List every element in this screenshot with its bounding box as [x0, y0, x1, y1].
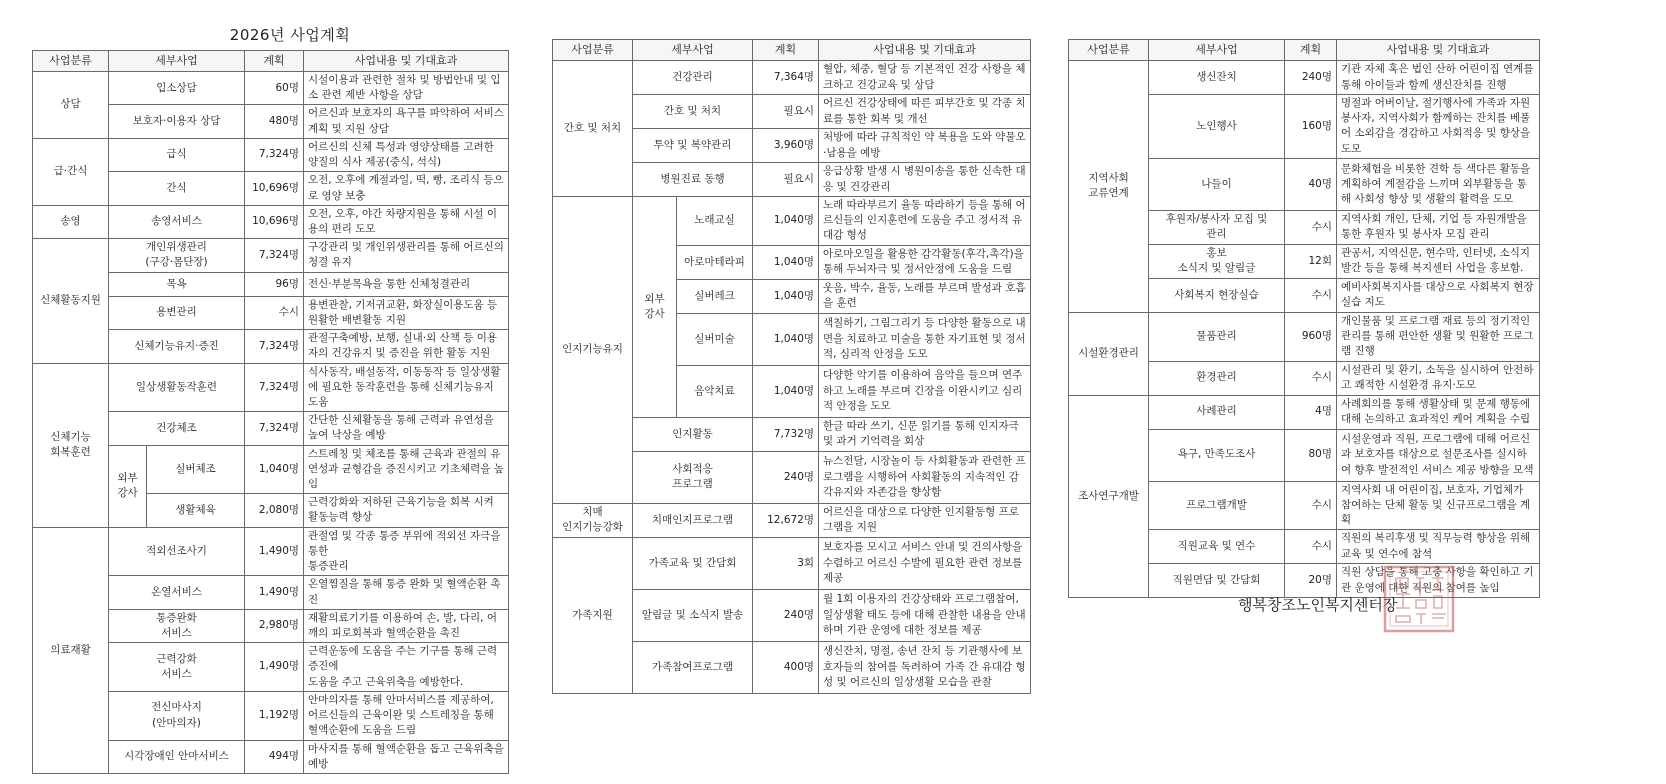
header-desc: 사업내용 및 기대효과: [819, 40, 1031, 61]
category-cell: 치매 인지기능강화: [553, 503, 633, 537]
plan-cell: 2,080명: [245, 494, 304, 527]
sub-cell: 아로마테라피: [677, 245, 753, 279]
plan-cell: 수시: [1285, 361, 1337, 395]
desc-cell: 월 1회 이용자의 건강상태와 프로그램참여, 일상생활 태도 등에 대해 관찰한 내용을 안내하며 기관 운영에 대한 정보를 제공: [819, 589, 1031, 641]
plan-cell: 960명: [1285, 312, 1337, 361]
plan-cell: 3회: [753, 537, 819, 589]
category-cell: 조사연구개발: [1069, 395, 1149, 598]
table-row: [553, 537, 1031, 589]
sub-cell: 적외선조사기: [109, 527, 245, 576]
table-row: [33, 72, 509, 105]
sub-cell: 음악치료: [677, 365, 753, 417]
sub-cell: 급식: [109, 138, 245, 171]
plan-cell: 1,490명: [245, 527, 304, 576]
sub-cell: 신체기능유지·증진: [109, 330, 245, 363]
plan-cell: 400명: [753, 641, 819, 693]
category-cell: 급·간식: [33, 138, 109, 205]
sub-cell: 직원면담 및 간담회: [1149, 564, 1285, 598]
plan-cell: 10,696명: [245, 172, 304, 205]
plan-cell: 240명: [753, 589, 819, 641]
desc-cell: 근력강화와 저하된 근육기능을 회복 시켜 활동능력 향상: [304, 494, 509, 527]
desc-cell: 관절구축예방, 보행, 실내·외 산책 등 이용자의 건강유지 및 증진을 위한 활동 지원: [304, 330, 509, 363]
header-category: 사업분류: [33, 51, 109, 72]
sub-cell: 환경관리: [1149, 361, 1285, 395]
plan-cell: 1,040명: [753, 365, 819, 417]
plan-cell: 7,324명: [245, 138, 304, 171]
desc-cell: 용변관찰, 기저귀교환, 화장실이용도움 등 원활한 배변활동 지원: [304, 296, 509, 329]
category-cell: 가족지원: [553, 537, 633, 693]
sub-cell: 보호자·이용자 상담: [109, 105, 245, 138]
category-cell: 간호 및 처치: [553, 61, 633, 197]
plan-cell: 필요시: [753, 95, 819, 129]
table-row: [33, 363, 509, 412]
table-row: [1069, 395, 1540, 429]
plan-cell: 1,040명: [245, 445, 304, 494]
table-row: [1069, 312, 1540, 361]
desc-cell: 생신잔치, 명절, 송년 잔치 등 기관행사에 보호자들의 참여를 독려하여 가족 간 유대감 형성 및 어르신의 일상생활 모습을 관찰: [819, 641, 1031, 693]
desc-cell: 기관 자체 혹은 법인 산하 어린이집 연계를 통해 아이들과 함께 생신잔치를 진행: [1337, 61, 1540, 95]
sub-cell: 입소상담: [109, 72, 245, 105]
desc-cell: 오전, 오후에 계절과일, 떡, 빵, 조리식 등으로 영양 보충: [304, 172, 509, 205]
sub-cell: 프로그램개발: [1149, 481, 1285, 530]
desc-cell: 온열찜질을 통해 통증 완화 및 혈액순환 촉진: [304, 576, 509, 609]
header-sub: 세부사업: [1149, 40, 1285, 61]
table-row: [1069, 61, 1540, 95]
sub-cell: 간식: [109, 172, 245, 205]
plan-cell: 96명: [245, 272, 304, 296]
plan-cell: 수시: [1285, 210, 1337, 244]
plan-cell: 494명: [245, 740, 304, 773]
header-category: 사업분류: [553, 40, 633, 61]
plan-cell: 7,324명: [245, 363, 304, 412]
category-cell: 상담: [33, 72, 109, 139]
plan-cell: 10,696명: [245, 205, 304, 238]
desc-cell: 전신·부분목욕을 통한 신체청결관리: [304, 272, 509, 296]
plan-cell: 수시: [1285, 481, 1337, 530]
sub-group-cell: 외부 강사: [633, 197, 677, 418]
plan-cell: 7,732명: [753, 417, 819, 451]
desc-cell: 시설관리 및 환기, 소독을 실시하여 안전하고 쾌적한 시설환경 유지·도모: [1337, 361, 1540, 395]
desc-cell: 안마의자를 통해 안마서비스를 제공하여, 어르신들의 근육이완 및 스트레칭을 통해 혈액순환에 도움을 드림: [304, 691, 509, 740]
category-cell: 송영: [33, 205, 109, 238]
plan-cell: 60명: [245, 72, 304, 105]
header-plan: 계획: [1285, 40, 1337, 61]
table-row: [553, 503, 1031, 537]
desc-cell: 직원 상담을 통해 고충 사항을 확인하고 기관 운영에 대한 직원의 참여를 높임: [1337, 564, 1540, 598]
sub-cell: 간호 및 처치: [633, 95, 753, 129]
desc-cell: 간단한 신체활동을 통해 근력과 유연성을 높여 낙상을 예방: [304, 412, 509, 445]
plan-cell: 필요시: [753, 163, 819, 197]
table-header-row: [1069, 40, 1540, 61]
header-plan: 계획: [245, 51, 304, 72]
plan-cell: 1,040명: [753, 197, 819, 246]
desc-cell: 지역사회 내 어린이집, 보호자, 기업체가 참여하는 단체 활동 및 신규프로그램을 계획: [1337, 481, 1540, 530]
desc-cell: 식사동작, 배설동작, 이동동작 등 일상생활에 필요한 동작훈련을 통해 신체기능유지 도움: [304, 363, 509, 412]
sub-cell: 노인행사: [1149, 95, 1285, 159]
plan-cell: 7,324명: [245, 412, 304, 445]
center-director-name: 행복창조노인복지센터장: [1238, 596, 1398, 614]
desc-cell: 색칠하기, 그림그리기 등 다양한 활동으로 내면을 치료하고 미술을 통한 자기표현 및 정서적, 심리적 안정을 도모: [819, 313, 1031, 365]
table-row: [33, 239, 509, 272]
sub-cell: 후원자/봉사자 모집 및 관리: [1149, 210, 1285, 244]
category-cell: 신체기능 회복훈련: [33, 363, 109, 527]
business-plan-table-3: [1068, 39, 1540, 598]
sub-cell: 욕구, 만족도조사: [1149, 429, 1285, 481]
official-seal-stamp: [1382, 564, 1456, 634]
plan-cell: 1,192명: [245, 691, 304, 740]
page-title: 2026년 사업계획: [229, 26, 351, 44]
plan-cell: 7,364명: [753, 61, 819, 95]
plan-cell: 20명: [1285, 564, 1337, 598]
plan-cell: 7,324명: [245, 330, 304, 363]
desc-cell: 사례회의를 통해 생활상태 및 문제 행동에 대해 논의하고 효과적인 케어 계획을 수립: [1337, 395, 1540, 429]
table-header-row: [553, 40, 1031, 61]
desc-cell: 예비사회복지사를 대상으로 사회복지 현장실습 지도: [1337, 278, 1540, 312]
sub-cell: 통증완화 서비스: [109, 609, 245, 642]
sub-cell: 근력강화 서비스: [109, 643, 245, 692]
plan-cell: 수시: [1285, 278, 1337, 312]
header-desc: 사업내용 및 기대효과: [1337, 40, 1540, 61]
desc-cell: 명절과 어버이날, 절기행사에 가족과 자원봉사자, 지역사회가 함께하는 잔치를 베풀어 소외감을 경감하고 사회적응 및 향상을 도모: [1337, 95, 1540, 159]
desc-cell: 구강관리 및 개인위생관리를 통해 어르신의 청결 유지: [304, 239, 509, 272]
plan-cell: 2,980명: [245, 609, 304, 642]
sub-cell: 송영서비스: [109, 205, 245, 238]
table-header-row: [33, 51, 509, 72]
sub-cell: 알림글 및 소식지 발송: [633, 589, 753, 641]
sub-cell: 목욕: [109, 272, 245, 296]
desc-cell: 뉴스전달, 시장놀이 등 사회활동과 관련한 프로그램을 시행하여 사회활동의 지속적인 감각유지와 자존감을 향상함: [819, 451, 1031, 503]
sub-cell: 실버체조: [147, 445, 245, 494]
desc-cell: 스트레칭 및 체조를 통해 근육과 관절의 유연성과 균형감을 증진시키고 기초체력을 높임: [304, 445, 509, 494]
desc-cell: 마사지를 통해 혈액순환을 돕고 근육위축을 예방: [304, 740, 509, 773]
plan-cell: 수시: [1285, 530, 1337, 564]
plan-cell: 1,040명: [753, 313, 819, 365]
plan-cell: 1,490명: [245, 643, 304, 692]
plan-cell: 수시: [245, 296, 304, 329]
desc-cell: 개인물품 및 프로그램 재료 등의 정기적인 관리를 통해 편안한 생활 및 원활한 프로그램 진행: [1337, 312, 1540, 361]
table-row: [553, 61, 1031, 95]
desc-cell: 다양한 악기를 이용하여 음악을 들으며 연주하고 노래를 부르며 긴장을 이완시키고 심리적 안정을 도모: [819, 365, 1031, 417]
desc-cell: 어르신을 대상으로 다양한 인지활동형 프로그램을 지원: [819, 503, 1031, 537]
sub-cell: 건강체조: [109, 412, 245, 445]
desc-cell: 관절염 및 각종 통증 부위에 적외선 자극을 통한 통증관리: [304, 527, 509, 576]
category-cell: 인지기능유지: [553, 197, 633, 504]
sub-cell: 홍보 소식지 및 알림글: [1149, 244, 1285, 278]
desc-cell: 재활의료기기를 이용하여 손, 발, 다리, 어깨의 피로회복과 혈액순환을 촉진: [304, 609, 509, 642]
desc-cell: 어르신과 보호자의 욕구를 파악하여 서비스 계획 및 지원 상담: [304, 105, 509, 138]
desc-cell: 노래 따라부르기 율동 따라하기 등을 통해 어르신들의 인지훈련에 도움을 주고 정서적 유대감 형성: [819, 197, 1031, 246]
plan-cell: 40명: [1285, 158, 1337, 210]
table-row: [33, 527, 509, 576]
plan-cell: 240명: [1285, 61, 1337, 95]
desc-cell: 문화체험을 비롯한 견학 등 색다른 활동을 계획하여 계절감을 느끼며 외부활동을 통해 사회성 향상 및 생활의 활력을 도모: [1337, 158, 1540, 210]
sub-cell: 생활체육: [147, 494, 245, 527]
category-cell: 지역사회 교류연계: [1069, 61, 1149, 313]
header-sub: 세부사업: [109, 51, 245, 72]
category-cell: 시설환경관리: [1069, 312, 1149, 395]
sub-cell: 용변관리: [109, 296, 245, 329]
sub-cell: 가족교육 및 간담회: [633, 537, 753, 589]
desc-cell: 지역사회 개인, 단체, 기업 등 자원개발을 통한 후원자 및 봉사자 모집 관리: [1337, 210, 1540, 244]
sub-group-cell: 외부 강사: [109, 445, 147, 527]
header-plan: 계획: [753, 40, 819, 61]
sub-cell: 실버미술: [677, 313, 753, 365]
desc-cell: 웃음, 박수, 율동, 노래를 부르며 발성과 호흡을 훈련: [819, 279, 1031, 313]
category-cell: 신체활동지원: [33, 239, 109, 363]
sub-cell: 건강관리: [633, 61, 753, 95]
sub-cell: 개인위생관리 (구강·몸단장): [109, 239, 245, 272]
desc-cell: 어르신의 신체 특성과 영양상태를 고려한 양질의 식사 제공(중식, 석식): [304, 138, 509, 171]
sub-cell: 온열서비스: [109, 576, 245, 609]
plan-cell: 480명: [245, 105, 304, 138]
plan-cell: 240명: [753, 451, 819, 503]
sub-cell: 직원교육 및 연수: [1149, 530, 1285, 564]
category-cell: 의료재활: [33, 527, 109, 773]
sub-cell: 사회적응 프로그램: [633, 451, 753, 503]
sub-cell: 물품관리: [1149, 312, 1285, 361]
desc-cell: 시설이용과 관련한 절차 및 방법안내 및 입소 관련 제반 사항을 상담: [304, 72, 509, 105]
sub-cell: 노래교실: [677, 197, 753, 246]
table-row: [553, 197, 1031, 246]
desc-cell: 오전, 오후, 야간 차량지원을 통해 시설 이용의 편리 도모: [304, 205, 509, 238]
desc-cell: 처방에 따라 규칙적인 약 복용을 도와 약물오·남용을 예방: [819, 129, 1031, 163]
plan-cell: 3,960명: [753, 129, 819, 163]
header-desc: 사업내용 및 기대효과: [304, 51, 509, 72]
plan-cell: 160명: [1285, 95, 1337, 159]
plan-cell: 1,040명: [753, 245, 819, 279]
header-sub: 세부사업: [633, 40, 753, 61]
sub-cell: 병원진료 동행: [633, 163, 753, 197]
desc-cell: 근력운동에 도움을 주는 기구를 통해 근력증진에 도움을 주고 근육위축을 예방한다.: [304, 643, 509, 692]
header-category: 사업분류: [1069, 40, 1149, 61]
plan-cell: 1,040명: [753, 279, 819, 313]
sub-cell: 생신잔치: [1149, 61, 1285, 95]
desc-cell: 보호자를 모시고 서비스 안내 및 건의사항을 수렴하고 어르신 수발에 필요한 관련 정보를 제공: [819, 537, 1031, 589]
desc-cell: 관공서, 지역신문, 현수막, 인터넷, 소식지 발간 등을 통해 복지센터 사업을 홍보함.: [1337, 244, 1540, 278]
desc-cell: 혈압, 체중, 혈당 등 기본적인 건강 사항을 체크하고 건강교육 및 상담: [819, 61, 1031, 95]
table-row: [33, 205, 509, 238]
plan-cell: 12,672명: [753, 503, 819, 537]
desc-cell: 어르신 건강상태에 따른 피부간호 및 각종 치료를 통한 회복 및 개선: [819, 95, 1031, 129]
desc-cell: 직원의 복리후생 및 직무능력 향상을 위해 교육 및 연수에 참석: [1337, 530, 1540, 564]
sub-cell: 사례관리: [1149, 395, 1285, 429]
plan-cell: 7,324명: [245, 239, 304, 272]
sub-cell: 실버레크: [677, 279, 753, 313]
business-plan-table-2: [552, 39, 1031, 694]
plan-cell: 4명: [1285, 395, 1337, 429]
sub-cell: 사회복지 현장실습: [1149, 278, 1285, 312]
desc-cell: 한글 따라 쓰기, 신문 읽기를 통해 인지자극 및 과거 기억력을 회상: [819, 417, 1031, 451]
plan-cell: 80명: [1285, 429, 1337, 481]
plan-cell: 12회: [1285, 244, 1337, 278]
business-plan-table-1: [32, 50, 509, 774]
sub-cell: 전신마사지 (안마의자): [109, 691, 245, 740]
desc-cell: 아로마오일을 활용한 감각활동(후각,촉각)을 통해 두뇌자극 및 정서안정에 도움을 드림: [819, 245, 1031, 279]
plan-cell: 1,490명: [245, 576, 304, 609]
table-row: [33, 138, 509, 171]
sub-cell: 인지활동: [633, 417, 753, 451]
desc-cell: 응급상황 발생 시 병원이송을 통한 신속한 대응 및 건강관리: [819, 163, 1031, 197]
sub-cell: 시각장애인 안마서비스: [109, 740, 245, 773]
sub-cell: 투약 및 복약관리: [633, 129, 753, 163]
sub-cell: 나들이: [1149, 158, 1285, 210]
sub-cell: 치매인지프로그램: [633, 503, 753, 537]
desc-cell: 시설운영과 직원, 프로그램에 대해 어르신과 보호자를 대상으로 설문조사를 실시하여 향후 발전적인 서비스 제공 방향을 모색: [1337, 429, 1540, 481]
sub-cell: 가족참여프로그램: [633, 641, 753, 693]
sub-cell: 일상생활동작훈련: [109, 363, 245, 412]
